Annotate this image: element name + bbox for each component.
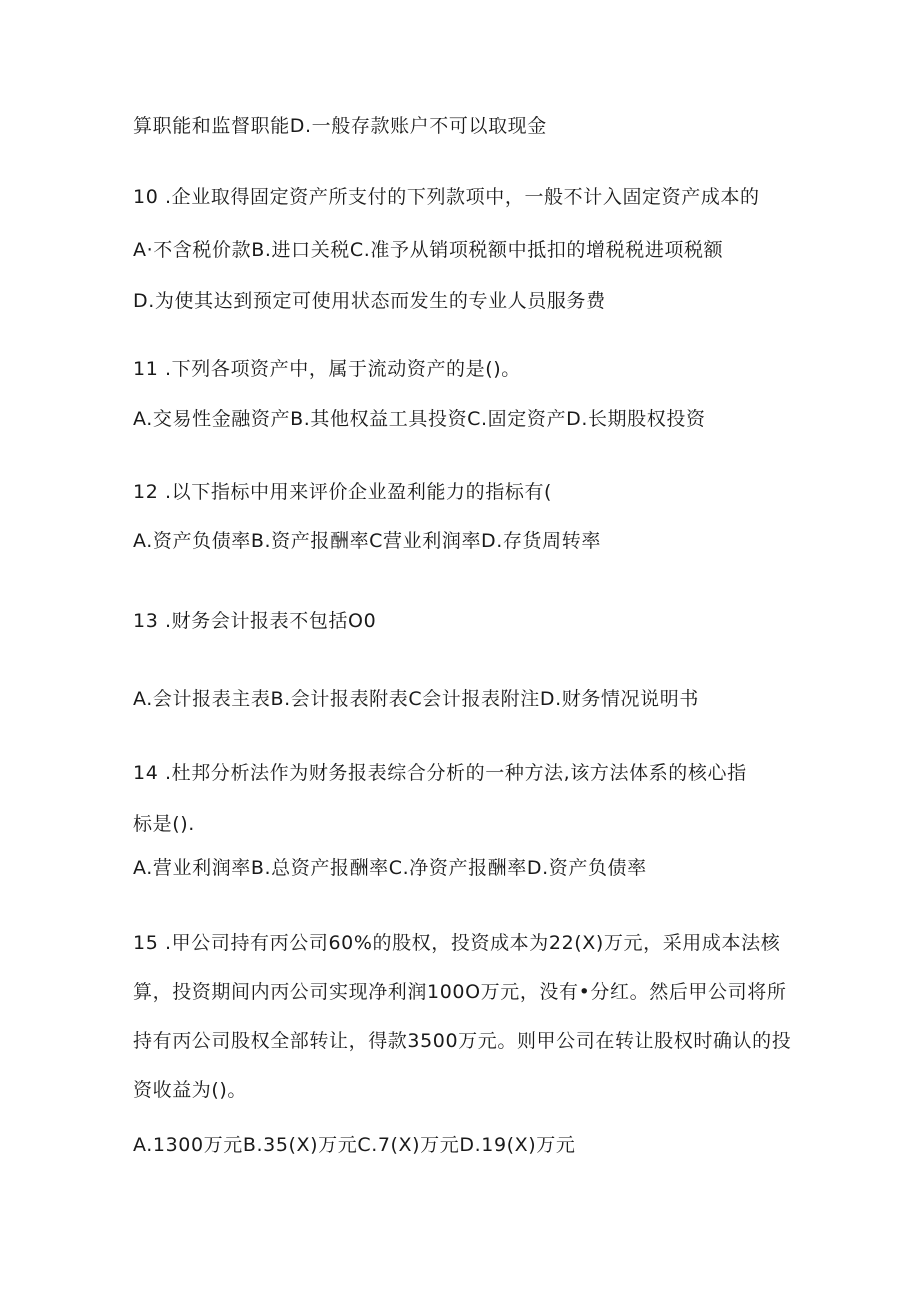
question-15-text-line-4: 资收益为()。 bbox=[133, 1079, 248, 1101]
question-15-text-line-1: 15 .甲公司持有丙公司60%的股权，投资成本为22(X)万元，采用成本法核 bbox=[133, 932, 781, 954]
question-15-text-line-3: 持有丙公司股权全部转让，得款3500万元。则甲公司在转让股权时确认的投 bbox=[133, 1030, 792, 1052]
question-10-options-line-1: A·不含税价款B.进口关税C.准予从销项税额中抵扣的增税税进项税额 bbox=[133, 239, 724, 261]
question-15-options: A.1300万元B.35(X)万元C.7(X)万元D.19(X)万元 bbox=[133, 1134, 576, 1156]
q9-options-continued: 算职能和监督职能D.一般存款账户不可以取现金 bbox=[133, 115, 547, 137]
question-13-text: 13 .财务会计报表不包括O0 bbox=[133, 610, 377, 632]
question-11-options: A.交易性金融资产B.其他权益工具投资C.固定资产D.长期股权投资 bbox=[133, 408, 706, 430]
question-10-options-line-2: D.为使其达到预定可使用状态而发生的专业人员服务费 bbox=[133, 290, 606, 312]
question-12-text: 12 .以下指标中用来评价企业盈利能力的指标有( bbox=[133, 481, 553, 503]
question-13-options: A.会计报表主表B.会计报表附表C会计报表附注D.财务情况说明书 bbox=[133, 688, 699, 710]
question-15-text-line-2: 算，投资期间内丙公司实现净利润100O万元，没有•分红。然后甲公司将所 bbox=[133, 981, 787, 1003]
question-14-options: A.营业利润率B.总资产报酬率C.净资产报酬率D.资产负债率 bbox=[133, 857, 647, 879]
question-14-text-line-1: 14 .杜邦分析法作为财务报表综合分析的一种方法,该方法体系的核心指 bbox=[133, 762, 747, 784]
question-10-text: 10 .企业取得固定资产所支付的下列款项中，一般不计入固定资产成本的 bbox=[133, 186, 760, 208]
question-11-text: 11 .下列各项资产中，属于流动资产的是()。 bbox=[133, 358, 521, 380]
question-14-text-line-2: 标是(). bbox=[133, 813, 195, 835]
question-12-options: A.资产负债率B.资产报酬率C营业利润率D.存货周转率 bbox=[133, 530, 601, 552]
